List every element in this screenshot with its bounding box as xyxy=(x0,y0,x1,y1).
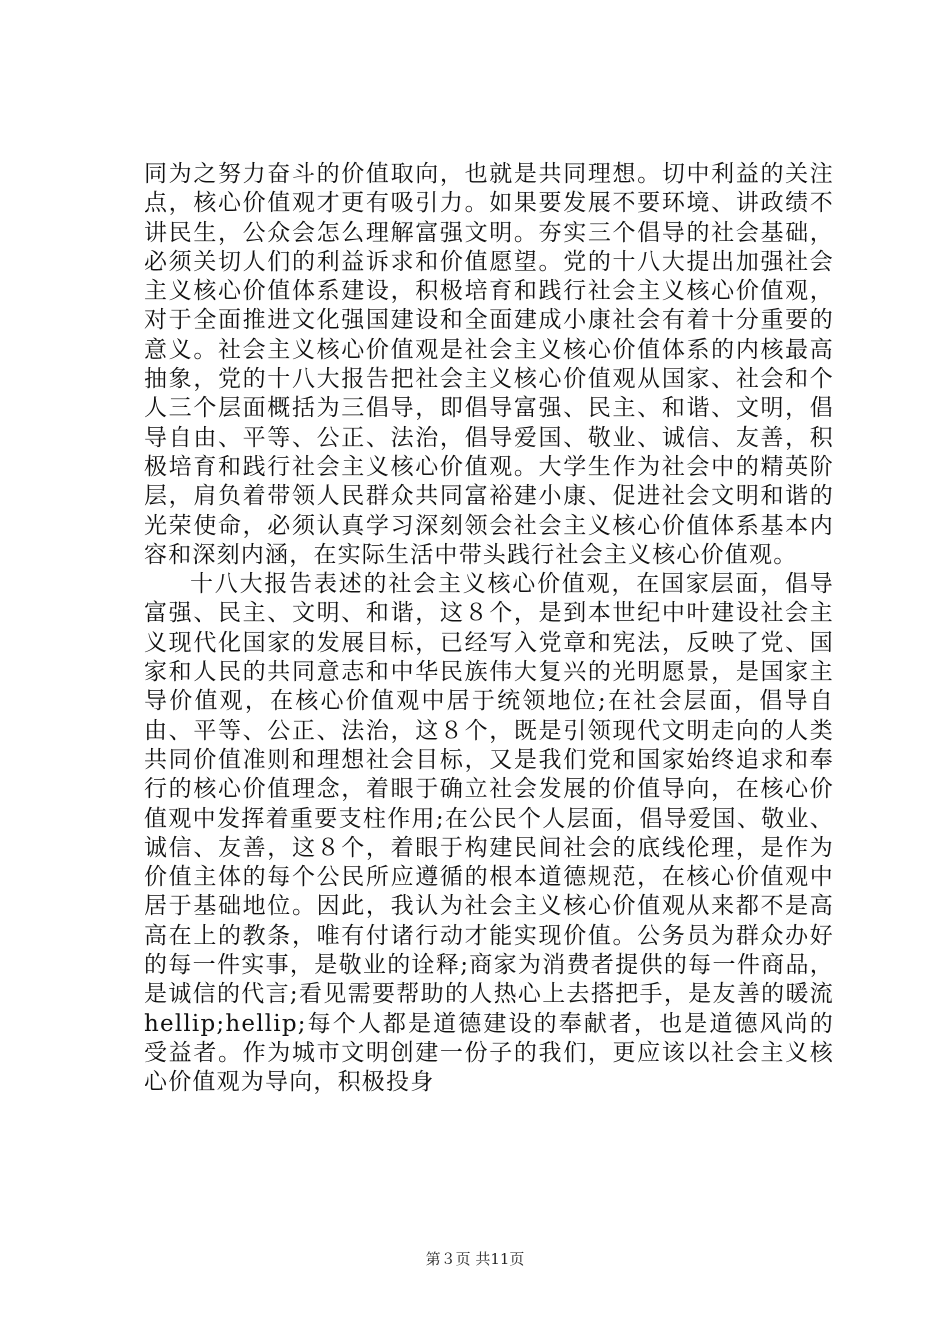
paragraph-1: 同为之努力奋斗的价值取向，也就是共同理想。切中利益的关注点，核心价值观才更有吸引力。如果要发展不要环境、讲政绩不讲民生，公众会怎么理解富强文明。夯实三个倡导的社会基础，必须关切人们的利益诉求和价值愿望。党的十八大提出加强社会主义核心价值体系建设，积极培育和践行社会主义核心价值观，对于全面推进文化强国建设和全面建成小康社会有着十分重要的意义。社会主义核心价值观是社会主义核心价值体系的内核最高抽象，党的十八大报告把社会主义核心价值观从国家、社会和个人三个层面概括为三倡导，即倡导富强、民主、和谐、文明，倡导自由、平等、公正、法治，倡导爱国、敬业、诚信、友善，积极培育和践行社会主义核心价值观。大学生作为社会中的精英阶层，肩负着带领人民群众共同富裕建小康、促进社会文明和谐的光荣使命，必须认真学习深刻领会社会主义核心价值体系基本内容和深刻内涵，在实际生活中带头践行社会主义核心价值观。 xyxy=(144,161,834,568)
page-footer xyxy=(0,1248,950,1269)
body-text xyxy=(144,160,834,1098)
paragraph-2: 十八大报告表述的社会主义核心价值观，在国家层面，倡导富强、民主、文明、和谐，这８个，是到本世纪中叶建设社会主义现代化国家的发展目标，已经写入党章和宪法，反映了党、国家和人民的共同意志和中华民族伟大复兴的光明愿景，是国家主导价值观，在核心价值观中居于统领地位;在社会层面，倡导自由、平等、公正、法治，这８个，既是引领现代文明走向的人类共同价值准则和理想社会目标，又是我们党和国家始终追求和奉行的核心价值理念，着眼于确立社会发展的价值导向，在核心价值观中发挥着重要支柱作用;在公民个人层面，倡导爱国、敬业、诚信、友善，这８个，着眼于构建民间社会的底线伦理，是作为价值主体的每个公民所应遵循的根本道德规范，在核心价值观中居于基础地位。因此，我认为社会主义核心价值观从来都不是高高在上的教条，唯有付诸行动才能实现价值。公务员为群众办好的每一件实事，是敬业的诠释;商家为消费者提供的每一件商品，是诚信的代言;看见需要帮助的人热心上去搭把手，是友善的暖流hellip;hellip;每个人都是道德建设的奉献者，也是道德风尚的受益者。作为城市文明创建一份子的我们，更应该以社会主义核心价值观为导向，积极投身 xyxy=(144,571,834,1096)
page-number: 第３页 共11页 xyxy=(425,1250,525,1268)
